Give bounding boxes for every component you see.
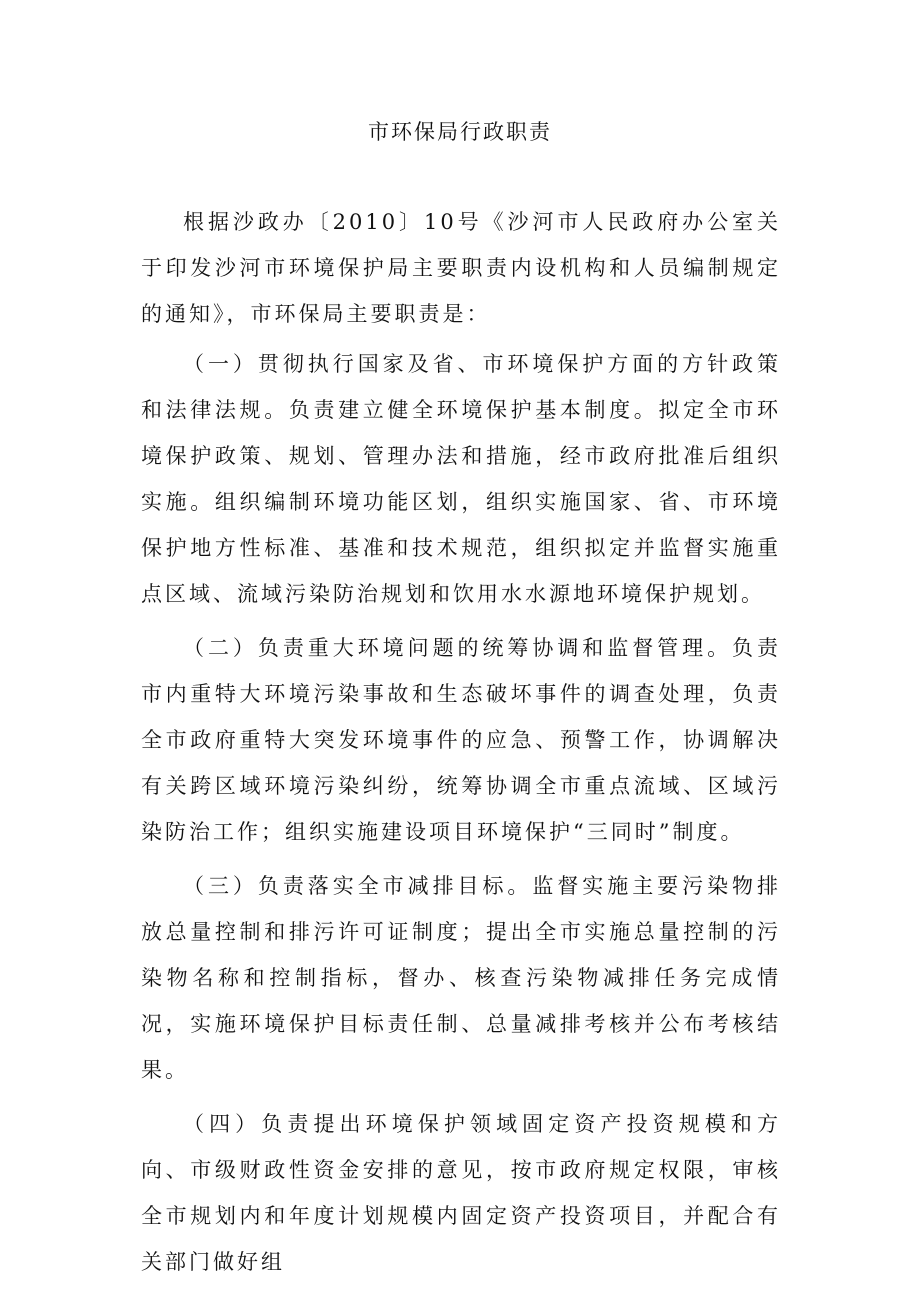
intro-paragraph: 根据沙政办〔2010〕10号《沙河市人民政府办公室关于印发沙河市环境保护局主要职责内设机构和人员编制规定的通知》，市环保局主要职责是： (141, 210, 781, 326)
document-title: 市环保局行政职责 (368, 120, 552, 144)
duty-paragraph-3: （三）负责落实全市减排目标。监督实施主要污染物排放总量控制和排污许可证制度；提出全市实施总量控制的污染物名称和控制指标，督办、核查污染物减排任务完成情况，实施环境保护目标责任制、总量减排考核并公布考核结果。 (141, 874, 781, 1082)
duty-paragraph-2: （二）负责重大环境问题的统筹协调和监督管理。负责市内重特大环境污染事故和生态破坏事件的调查处理，负责全市政府重特大突发环境事件的应急、预警工作，协调解决有关跨区域环境污染纠纷，统筹协调全市重点流域、区域污染防治工作；组织实施建设项目环境保护“三同时”制度。 (141, 636, 781, 844)
document-body (141, 199, 781, 1293)
duty-paragraph-4: （四）负责提出环境保护领域固定资产投资规模和方向、市级财政性资金安排的意见，按市政府规定权限，审核全市规划内和年度计划规模内固定资产投资项目，并配合有关部门做好组 (141, 1112, 781, 1274)
duty-paragraph-1: （一）贯彻执行国家及省、市环境保护方面的方针政策和法律法规。负责建立健全环境保护基本制度。拟定全市环境保护政策、规划、管理办法和措施，经市政府批准后组织实施。组织编制环境功能区划，组织实施国家、省、市环境保护地方性标准、基准和技术规范，组织拟定并监督实施重点区域、流域污染防治规划和饮用水水源地环境保护规划。 (141, 352, 781, 606)
